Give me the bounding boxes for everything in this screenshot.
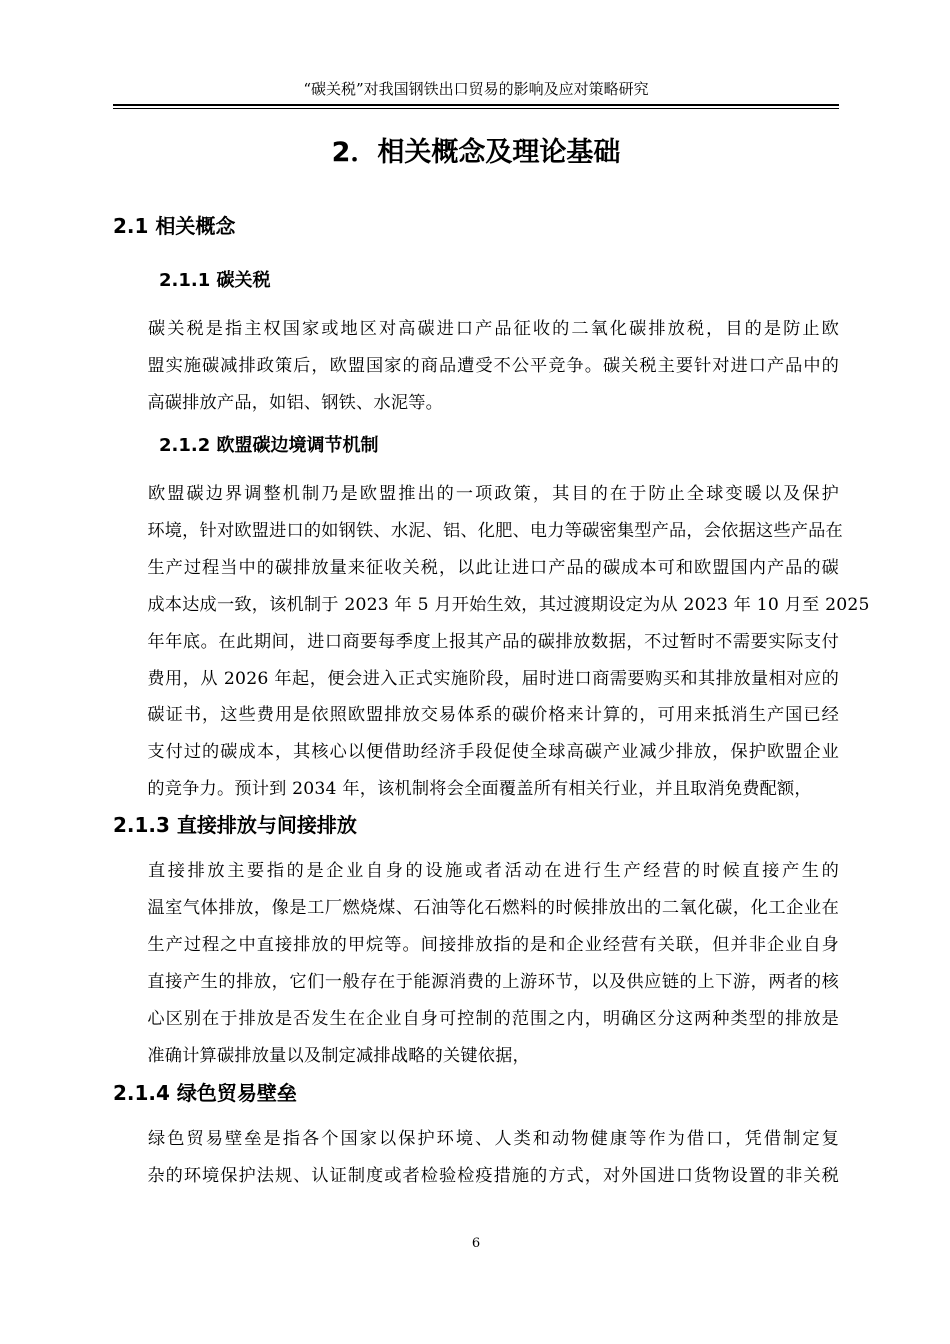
text-line: 碳关税是指主权国家或地区对高碳进口产品征收的二氧化碳排放税，目的是防止欧 <box>148 319 839 339</box>
text-line: 心区别在于排放是否发生在企业自身可控制的范围之内，明确区分这两种类型的排放是 <box>147 1008 839 1029</box>
text-line: 高碳排放产品，如铝、钢铁、水泥等。 <box>147 392 443 413</box>
text-line: 成本达成一致，该机制于 2023 年 5 月开始生效，其过渡期设定为从 2023 年 10 月至 2025 <box>147 594 870 615</box>
text-line: 的竞争力。预计到 2034 年，该机制将会全面覆盖所有相关行业，并且取消免费配额， <box>147 779 812 800</box>
header-rule-thin <box>113 108 839 109</box>
paragraph-direct-indirect-emissions <box>113 853 839 1074</box>
paragraph-green-trade-barrier <box>113 1121 839 1195</box>
text-line: 生产过程之中直接排放的甲烷等。间接排放指的是和企业经营有关联，但并非企业自身 <box>147 934 839 955</box>
header-rule <box>113 104 839 106</box>
text-line: 碳证书，这些费用是依照欧盟排放交易体系的碳价格来计算的，可用来抵消生产国已经 <box>147 705 839 726</box>
text-line: 直接排放主要指的是企业自身的设施或者活动在进行生产经营的时候直接产生的 <box>148 861 839 881</box>
text-line: 直接产生的排放，它们一般存在于能源消费的上游环节，以及供应链的上下游，两者的核 <box>147 971 839 992</box>
paragraph-carbon-tariff <box>113 311 839 422</box>
subsection-heading-2-1-3: 2.1.3 直接排放与间接排放 <box>113 813 357 837</box>
text-line: 杂的环境保护法规、认证制度或者检验检疫措施的方式，对外国进口货物设置的非关税 <box>147 1165 839 1186</box>
subsection-heading-2-1-4: 2.1.4 绿色贸易壁垒 <box>113 1081 297 1105</box>
paragraph-cbam <box>113 476 870 808</box>
subsection-heading-2-1-1: 2.1.1 碳关税 <box>159 270 271 291</box>
text-line: 盟实施碳减排政策后，欧盟国家的商品遭受不公平竞争。碳关税主要针对进口产品中的 <box>147 355 839 376</box>
subsection-heading-2-1-2: 2.1.2 欧盟碳边境调节机制 <box>159 435 379 456</box>
text-line: 准确计算碳排放量以及制定减排战略的关键依据， <box>147 1045 530 1066</box>
text-line: 费用，从 2026 年起，便会进入正式实施阶段，届时进口商需要购买和其排放量相对应的 <box>147 668 839 689</box>
page-number: 6 <box>471 1236 481 1251</box>
text-line: 生产过程当中的碳排放量来征收关税，以此让进口产品的碳成本可和欧盟国内产品的碳 <box>147 557 839 578</box>
text-line: 支付过的碳成本，其核心以便借助经济手段促使全球高碳产业减少排放，保护欧盟企业 <box>147 742 839 763</box>
text-line: 欧盟碳边界调整机制乃是欧盟推出的一项政策，其目的在于防止全球变暖以及保护 <box>148 484 839 504</box>
text-line: 环境，针对欧盟进口的如钢铁、水泥、铝、化肥、电力等碳密集型产品，会依据这些产品在 <box>147 520 843 541</box>
chapter-title: 2．相关概念及理论基础 <box>331 137 621 168</box>
running-header: “碳关税”对我国钢铁出口贸易的影响及应对策略研究 <box>303 80 649 98</box>
text-line: 年年底。在此期间，进口商要每季度上报其产品的碳排放数据，不过暂时不需要实际支付 <box>147 631 839 652</box>
text-line: 绿色贸易壁垒是指各个国家以保护环境、人类和动物健康等作为借口，凭借制定复 <box>148 1129 839 1149</box>
section-heading-2-1: 2.1 相关概念 <box>113 214 236 238</box>
text-line: 温室气体排放，像是工厂燃烧煤、石油等化石燃料的时候排放出的二氧化碳，化工企业在 <box>147 897 839 918</box>
